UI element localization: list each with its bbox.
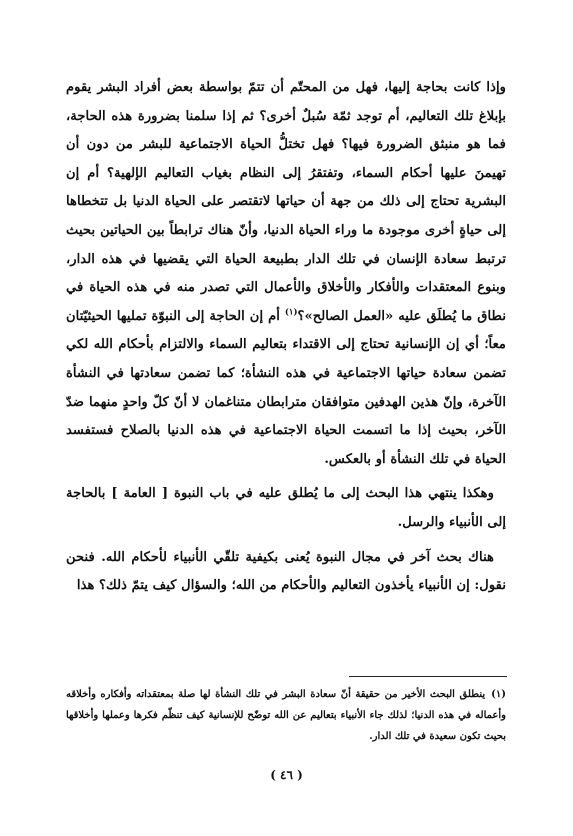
paragraph-3: وهكذا ينتهي هذا البحث إلى ما يُطلق عليه في باب النبوة [ العامة ] بالحاجة إلى الأنبياء والرسل. <box>66 486 506 530</box>
footnote-reference: (١) <box>284 307 298 318</box>
main-text <box>66 74 506 601</box>
footnote <box>66 684 506 747</box>
paragraph-4: هناك بحث آخر في مجال النبوة يُعنى بكيفية تلقّي الأنبياء لأحكام الله. فنحن نقول: إن الأنبياء يأخذون التعاليم والأحكام من الله؛ والسؤال كيف يتمّ ذلك؟ هذا <box>66 549 506 594</box>
footnote-divider <box>349 676 507 677</box>
page-number: ( ٤٦ ) <box>270 768 303 782</box>
footnote-number: (١) <box>491 689 506 700</box>
paragraph-1 <box>66 74 506 474</box>
paragraph-1-text: وإذا كانت بحاجة إليها، فهل من المحتّم أن تتمّ بواسطة بعض أفراد البشر يقوم بإبلاغ تلك التعاليم، أم توجد ثمّة سُبلٌ أخرى؟ ثم إذا سلمنا بضرورة هذه الحاجة، فما هو منبثق الضرورة فيها؟ فهل تختلُّ الحياة الاجتماعية للبشر من دون أن تهيمنَ عليها أحكام السماء، وتفتقرُ إلى النظام بغياب التعاليم الإلهية؟ أم إن البشرية تحتاج إلى ذلك من جهة أن حياتها لاتقتصر على الحياة الدنيا بل تتخطاها إلى حياةٍ أخرى موجودة ما وراء الحياة الدنيا، وأنّ هناك ترابطاً بين الحياتين بحيث ترتبط سعادة الإنسان في تلك الدار بطبيعة الحياة التي يقضيها في هذه الدار، وبنوع المعتقدات والأفكار والأخلاق والأعمال التي تصدر منه في هذه الحياة في نطاق ما يُطلَق عليه «العمل الصالح»؟ <box>66 80 507 324</box>
footnote-text: ينطلق البحث الأخير من حقيقة أنّ سعادة البشر في تلك النشأة لها صلة بمعتقداته وأفكاره وأخلاقه وأعماله في هذه الدنيا؛ لذلك جاء الأنبياء بتعاليم عن الله توضّح للإنسانية كيف تنظّم فكرها وعملها وأخلاقها بحيث تكون سعيدة في تلك الدار. <box>66 689 506 742</box>
paragraph-2-text: أم إن الحاجة إلى النبوّة تمليها الحيثيّتان معاً؛ أي إن الإنسانية تحتاج إلى الاقتداء بتعاليم السماء والالتزام بأحكام الله لكي تضمن سعادة حياتها الاجتماعية في هذه النشأة؛ كما تضمن سعادتها في النشأة الآخرة، وإنّ هذين الهدفين متوافقان مترابطان متناغمان لا أنّ كلّ واحدٍ منهما ضدّ الآخر، بحيث إذا ما اتسمت الحياة الاجتماعية في هذه الدنيا بالصلاح فستفسد الحياة في تلك النشأة أو بالعكس. <box>66 308 506 467</box>
